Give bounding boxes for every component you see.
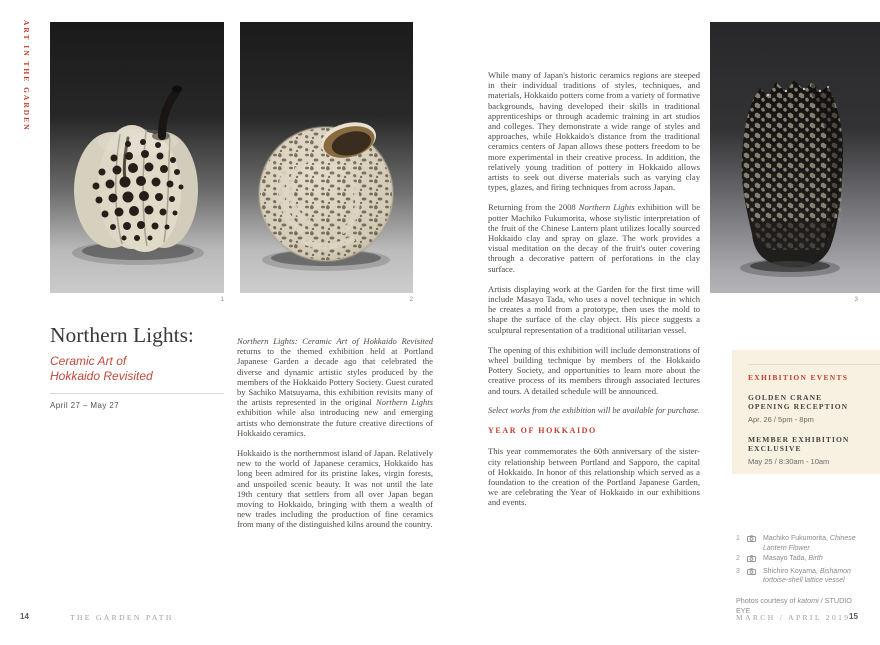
event-item: [732, 393, 880, 424]
event-time: Apr. 26 / 5pm - 8pm: [748, 415, 814, 424]
photo-caption-number: 2: [409, 296, 413, 303]
event-title: MEMBER EXHIBITION EXCLUSIVE: [748, 435, 850, 453]
article-subtitle: [50, 354, 232, 384]
running-title-left: THE GARDEN PATH: [70, 613, 174, 622]
event-time: May 25 / 8:30am - 10am: [748, 457, 830, 466]
paragraph: Hokkaido is the northernmost island of Japan. Relatively new to the world of Japanese ceramics, Hokkaido has long been admired for its pristine lakes, virgin forests, and unspoiled scenic beauty. It was not until the late 19th century that settlers from all over Japan began moving to Hokkaido, bringing with them a wealth of new trades including the production of fine ceramics from many of the distinguished kilns around the country.: [237, 448, 433, 530]
italic-lead: Northern Lights: Ceramic Art of Hokkaido Revisited: [237, 336, 433, 346]
ceramic-photo-3: [710, 22, 880, 293]
ceramic-photo-1: [50, 22, 224, 293]
page-number-left: 14: [20, 612, 29, 621]
ceramic-photo-1-image: [50, 22, 224, 293]
subsection-heading: YEAR OF HOKKAIDO: [488, 426, 597, 436]
article-header: [50, 325, 232, 410]
photo-courtesy-note: Photos courtesy of katomi / STUDIO EYE: [736, 595, 852, 615]
event-title: GOLDEN CRANE OPENING RECEPTION: [748, 393, 849, 411]
event-item: [732, 435, 880, 466]
camera-icon: [747, 554, 760, 566]
credit-number: 3: [736, 567, 740, 575]
paragraph: This year commemorates the 60th anniversary of the sister-city relationship between Portland and Sapporo, the capital of Hokkaido. In honor of this relationship which served as a foundation to the creation of the Portland Japanese Garden, we are celebrating the Year of Hokkaido in our exhibitions and events.: [488, 446, 700, 508]
credit-text: Machiko Fukumorita, Chinese Lantern Flower: [763, 535, 856, 552]
divider: [50, 393, 224, 394]
divider: [748, 364, 880, 365]
article-title: Northern Lights:: [50, 323, 194, 347]
paragraph: Artists displaying work at the Garden for the first time will include Masayo Tada, who uses a novel technique in which he creates a mold from a prototype, then uses the mold to shape the surface of the clay object. His piece suggests a sculptural representation of a traditional utilitarian vessel.: [488, 283, 700, 335]
paragraph: The opening of this exhibition will include demonstrations of wheel building technique by members of the Hokkaido Pottery Society, and opportunities to learn more about the creative process of its members through associated lectures and tours. A detailed schedule will be announced.: [488, 344, 700, 396]
article-column-1: [237, 336, 433, 540]
ceramic-photo-2-image: [240, 22, 413, 293]
photo-caption-number: 1: [220, 296, 224, 303]
credit-row: [736, 567, 864, 586]
photo-caption-number: 3: [854, 296, 858, 303]
photo-credits: [736, 534, 864, 615]
credit-row: [736, 534, 864, 553]
purchase-note: Select works from the exhibition will be available for purchase.: [488, 405, 700, 415]
paragraph: While many of Japan's historic ceramics regions are steeped in their individual traditions of styles, techniques, and materials, Hokkaido potters come from a variety of formative backgrounds, having developed their skills in traditional apprenticeships or through academic training in art studios and colleges. They demonstrate a wide range of styles and approaches, while Hokkaido's distance from the traditional ceramics centers of Japan allows these potters freedom to be more experimental in their creative process. In addition, the relatively young tradition of pottery in Hokkaido allows artists to seek out diverse materials such as varying clay types, glazes, and firing techniques from across Japan.: [488, 70, 700, 193]
camera-icon: [747, 567, 760, 586]
subtitle-line-1: Ceramic Art of: [50, 353, 127, 368]
paragraph: Northern Lights: Ceramic Art of Hokkaido Revisited returns to the themed exhibition held at Portland Japanese Garden a decade ago that celebrated the diverse and dynamic artistic styles produced by the members of the Hokkaido Pottery Society. Guest curated by Sachiko Matsuyama, this exhibition revisits many of the artists represented in the original Northern Lights exhibition while also introducing new and emerging artists who demonstrate the future creative directions of Hokkaido ceramics.: [237, 336, 434, 438]
ceramic-photo-3-image: [710, 22, 880, 293]
page-number-right: 15: [849, 612, 858, 621]
camera-icon: [747, 534, 760, 553]
running-title-right: MARCH / APRIL 2019: [736, 613, 851, 622]
credit-row: [736, 554, 864, 566]
exhibition-events-box: [732, 350, 880, 474]
article-column-2: [488, 70, 700, 518]
events-heading: EXHIBITION EVENTS: [748, 373, 849, 382]
credit-text: Shichiro Koyama, Bishamon tortoise-shell lattice vessel: [763, 567, 851, 585]
credit-number: 1: [736, 535, 740, 542]
credit-number: 2: [736, 555, 740, 563]
paragraph: Returning from the 2008 Northern Lights exhibition will be potter Machiko Fukumorita, whose stylistic interpretation of the fruit of the Chinese Lantern plant utilizes locally sourced Hokkaido clay and spray on glaze. The work provides a visual meditation on the decay of the fruit's outer covering through a decorative pattern of perforations in the clay surface.: [488, 202, 701, 274]
ceramic-photo-2: [240, 22, 413, 293]
exhibition-dates: April 27 – May 27: [50, 400, 120, 410]
section-label: ART IN THE GARDEN: [22, 20, 31, 132]
subtitle-line-2: Hokkaido Revisited: [50, 368, 153, 383]
credit-text: Masayo Tada, Birth: [763, 555, 823, 563]
